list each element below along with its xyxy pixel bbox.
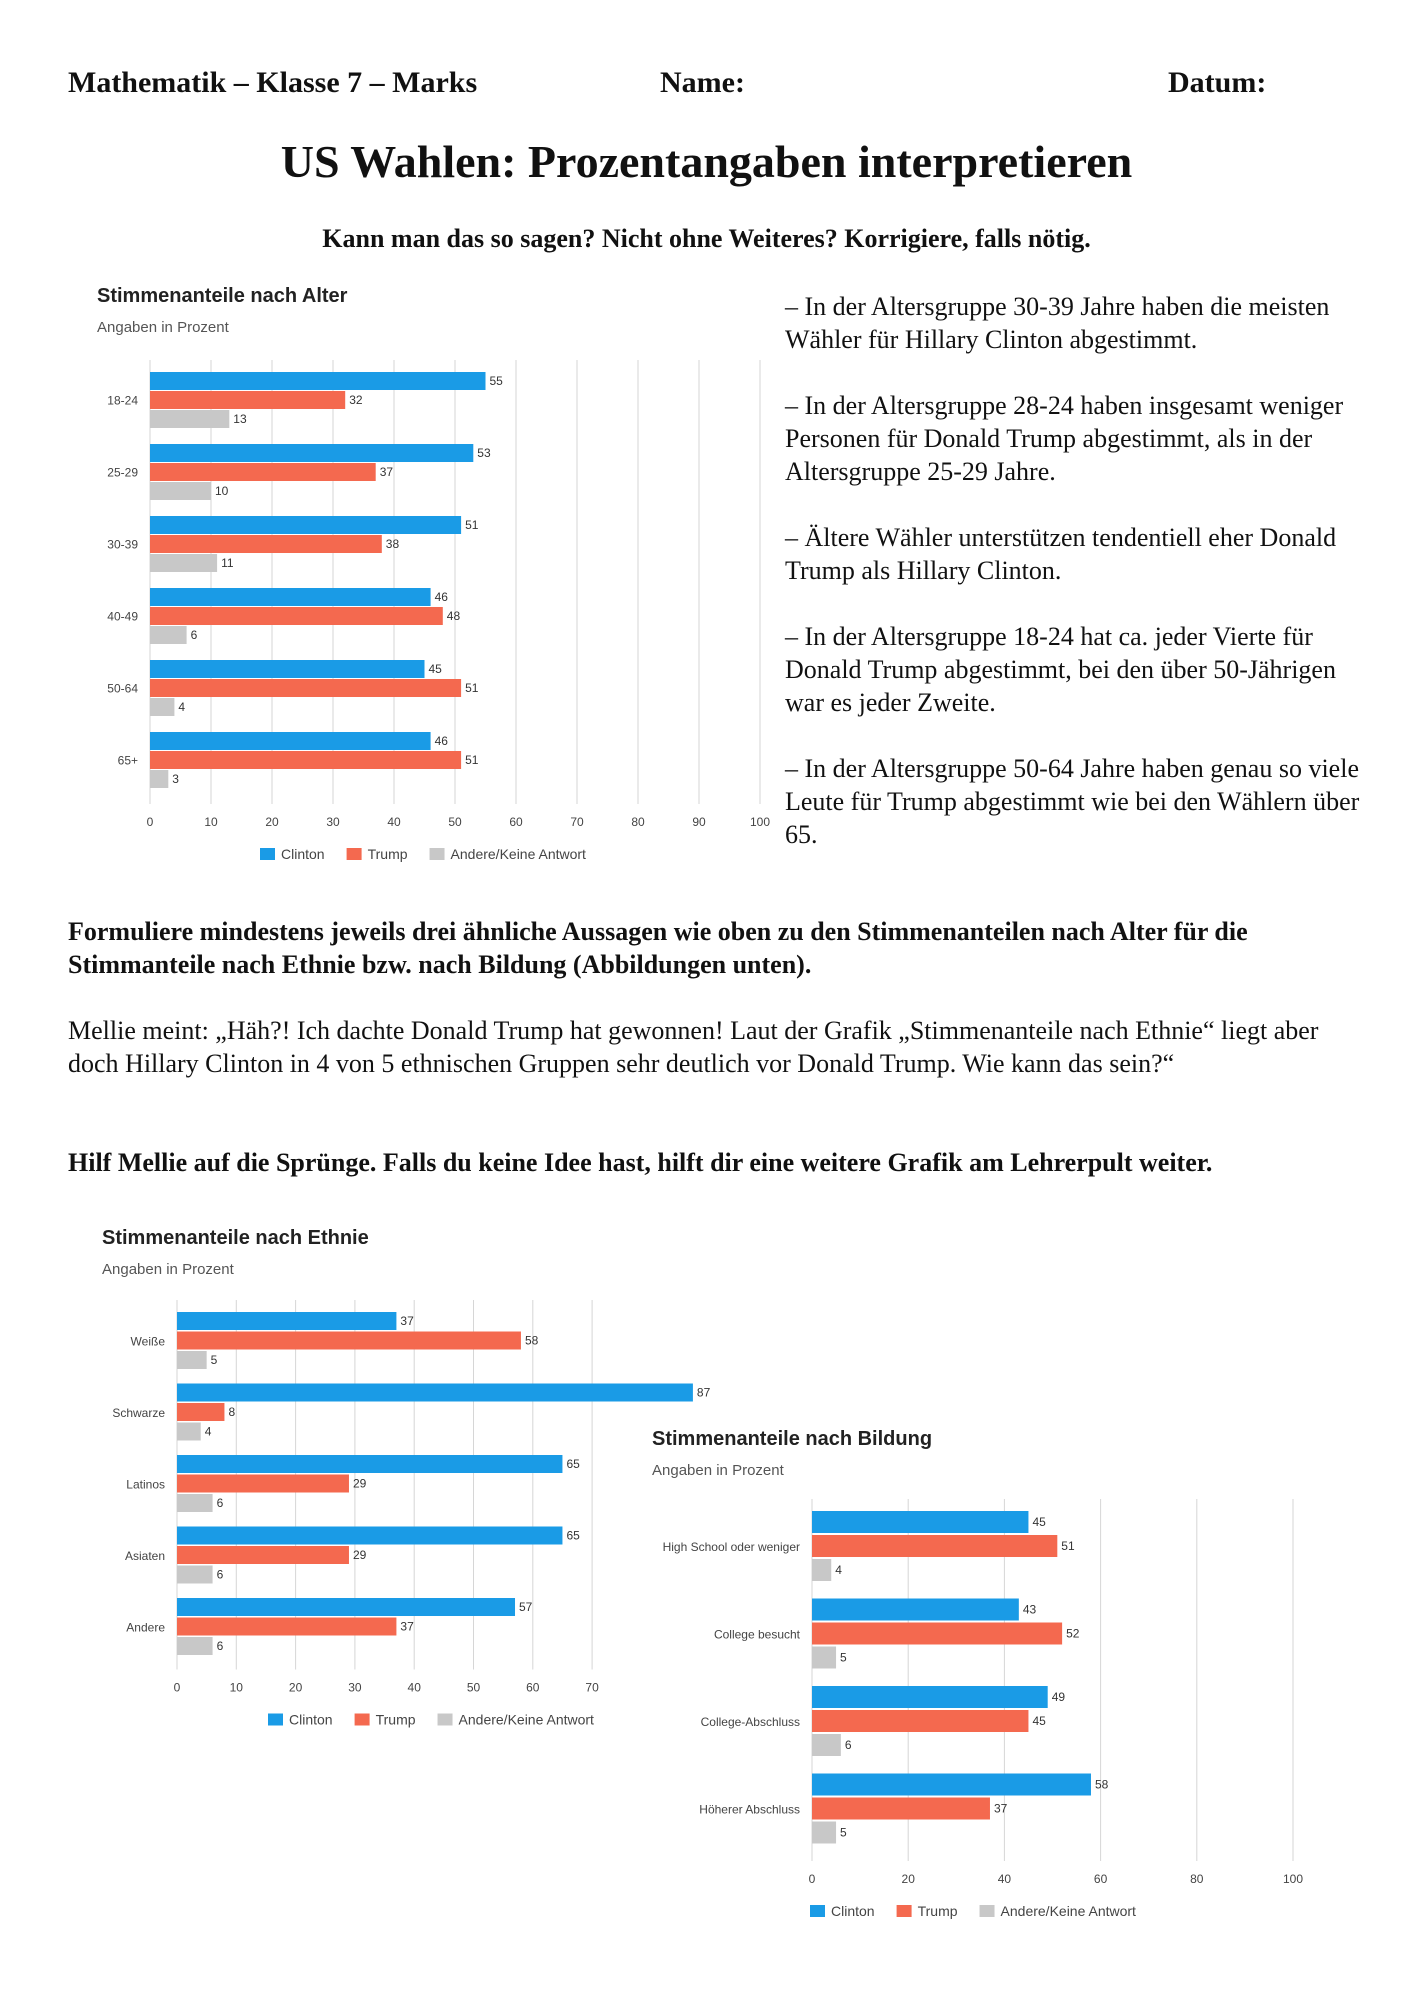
bar-clinton <box>177 1455 562 1473</box>
data-label: 65 <box>566 1528 580 1543</box>
bar-clinton <box>177 1384 693 1402</box>
data-label: 6 <box>216 1639 224 1653</box>
data-label: 87 <box>696 1385 711 1400</box>
date-label: Datum: <box>1168 66 1267 99</box>
x-tick-label: 70 <box>585 1680 599 1695</box>
x-tick-label: 40 <box>407 1680 421 1695</box>
category-label: 65+ <box>117 753 138 768</box>
worksheet-header <box>68 66 1308 106</box>
bar-other <box>177 1351 207 1369</box>
course-label: Mathematik – Klasse 7 – Marks <box>68 66 478 99</box>
bar-clinton <box>812 1511 1028 1533</box>
bar-other <box>812 1559 831 1581</box>
bar-other <box>177 1423 201 1441</box>
legend-label: Clinton <box>289 1711 333 1728</box>
x-tick-label: 0 <box>146 815 154 829</box>
x-tick-label: 100 <box>749 815 771 829</box>
data-label: 6 <box>190 628 198 642</box>
data-label: 46 <box>434 590 448 604</box>
data-label: 3 <box>172 772 179 786</box>
x-tick-label: 50 <box>448 815 462 829</box>
chart-title: Stimmenanteile nach Bildung <box>652 1428 933 1450</box>
bar-trump <box>177 1332 521 1350</box>
page-subtitle: Kann man das so sagen? Nicht ohne Weiteres? Korrigiere, falls nötig. <box>322 224 1091 253</box>
data-label: 13 <box>233 412 247 426</box>
x-tick-label: 40 <box>997 1872 1012 1886</box>
x-tick-label: 20 <box>288 1680 303 1695</box>
chart-title: Stimmenanteile nach Ethnie <box>102 1227 369 1249</box>
x-tick-label: 0 <box>173 1680 181 1695</box>
bar-clinton <box>177 1312 396 1330</box>
bar-clinton <box>177 1598 515 1616</box>
data-label: 37 <box>400 1619 414 1634</box>
legend-label: Clinton <box>281 846 325 862</box>
x-tick-label: 50 <box>466 1680 481 1695</box>
task-2: Hilf Mellie auf die Sprünge. Falls du keine Idee hast, hilft dir eine weitere Grafik am Lehrerpult weiter. <box>68 1148 1213 1177</box>
bar-trump <box>177 1403 224 1421</box>
bar-trump <box>150 463 376 481</box>
category-label: Latinos <box>126 1477 165 1492</box>
data-label: 51 <box>465 681 479 695</box>
data-label: 6 <box>844 1738 852 1752</box>
legend-swatch-clinton <box>810 1905 825 1917</box>
data-label: 10 <box>215 484 229 498</box>
legend-swatch-clinton <box>268 1714 283 1726</box>
legend-label: Andere/Keine Antwort <box>1000 1903 1136 1919</box>
data-label: 5 <box>840 1650 847 1665</box>
x-tick-label: 30 <box>348 1680 362 1695</box>
bar-trump <box>150 535 382 553</box>
statement-3: – Ältere Wähler unterstützen tendentiell eher Donald Trump als Hillary Clinton. <box>785 523 1337 585</box>
x-tick-label: 100 <box>1282 1872 1304 1886</box>
chart-subtitle: Angaben in Prozent <box>102 1261 234 1278</box>
bar-clinton <box>812 1599 1019 1621</box>
x-tick-label: 30 <box>326 815 340 829</box>
data-label: 51 <box>465 753 479 767</box>
bar-trump <box>812 1623 1062 1645</box>
chart-ethnicity <box>95 1222 711 1737</box>
category-label: College-Abschluss <box>700 1715 800 1729</box>
bar-clinton <box>150 588 431 606</box>
x-tick-label: 20 <box>265 815 279 829</box>
category-label: 30-39 <box>107 537 138 552</box>
bar-other <box>177 1566 213 1584</box>
data-label: 58 <box>1094 1777 1109 1792</box>
bar-other <box>150 410 229 428</box>
data-label: 43 <box>1022 1602 1037 1617</box>
data-label: 6 <box>216 1496 224 1510</box>
bar-trump <box>812 1798 990 1820</box>
data-label: 38 <box>385 537 400 551</box>
x-tick-label: 90 <box>692 815 706 829</box>
page-title: US Wahlen: Prozentangaben interpretieren <box>280 136 1133 187</box>
legend-swatch-other <box>430 848 445 860</box>
category-label: 40-49 <box>107 609 138 624</box>
legend-label: Trump <box>917 1903 958 1919</box>
bar-other <box>812 1822 836 1844</box>
data-label: 37 <box>400 1314 414 1328</box>
chart-title: Stimmenanteile nach Alter <box>97 285 348 307</box>
x-tick-label: 10 <box>229 1680 243 1695</box>
category-label: High School oder weniger <box>662 1540 800 1554</box>
statement-list <box>785 290 1360 884</box>
legend-swatch-clinton <box>260 848 275 860</box>
bar-other <box>150 698 174 716</box>
x-tick-label: 60 <box>1093 1872 1108 1886</box>
legend-swatch-trump <box>355 1714 370 1726</box>
bar-other <box>177 1637 213 1655</box>
data-label: 45 <box>1032 1515 1046 1529</box>
category-label: 18-24 <box>107 393 138 408</box>
bar-clinton <box>812 1686 1048 1708</box>
legend-label: Trump <box>367 846 408 862</box>
data-label: 52 <box>1066 1626 1080 1641</box>
bar-trump <box>812 1535 1057 1557</box>
bar-trump <box>177 1475 349 1493</box>
data-label: 5 <box>210 1353 218 1367</box>
legend-label: Clinton <box>831 1903 875 1919</box>
bar-other <box>812 1647 836 1669</box>
chart-age <box>90 280 780 870</box>
x-tick-label: 60 <box>526 1680 540 1695</box>
data-label: 29 <box>352 1548 367 1562</box>
chart-subtitle: Angaben in Prozent <box>97 319 229 336</box>
bar-trump <box>812 1710 1028 1732</box>
task-1: Formuliere mindestens jeweils drei ähnliche Aussagen wie oben zu den Stimmenanteilen nach Alter für die Stimmanteile nach Ethnie bzw. nach Bildung (Abbildungen unten). <box>68 917 1248 979</box>
data-label: 6 <box>216 1567 224 1582</box>
statement-1: – In der Altersgruppe 30-39 Jahre haben die meisten Wähler für Hillary Clinton abgestimmt. <box>785 292 1330 354</box>
category-label: Asiaten <box>124 1548 165 1563</box>
data-label: 49 <box>1051 1690 1066 1704</box>
data-label: 57 <box>519 1600 533 1614</box>
category-label: 25-29 <box>107 465 138 480</box>
bar-other <box>150 770 168 788</box>
data-label: 48 <box>446 609 461 623</box>
category-label: Weiße <box>130 1334 165 1349</box>
legend-label: Trump <box>375 1711 416 1728</box>
data-label: 55 <box>489 374 503 388</box>
x-tick-label: 70 <box>570 815 584 829</box>
legend-swatch-other <box>438 1714 453 1726</box>
data-label: 29 <box>352 1476 367 1491</box>
data-label: 37 <box>993 1801 1008 1816</box>
bar-clinton <box>150 660 425 678</box>
bar-clinton <box>150 516 461 534</box>
data-label: 11 <box>221 556 234 570</box>
category-label: 50-64 <box>107 681 138 696</box>
bar-trump <box>177 1618 396 1636</box>
bar-trump <box>150 751 461 769</box>
data-label: 5 <box>840 1825 847 1840</box>
bar-other <box>150 482 211 500</box>
x-tick-label: 20 <box>901 1872 915 1886</box>
bar-other <box>812 1734 841 1756</box>
data-label: 53 <box>477 446 491 460</box>
legend-label: Andere/Keine Antwort <box>458 1711 594 1728</box>
data-label: 58 <box>524 1333 539 1348</box>
bar-clinton <box>150 444 473 462</box>
bar-clinton <box>812 1774 1091 1796</box>
data-label: 65 <box>566 1457 580 1471</box>
statement-5: – In der Altersgruppe 50-64 Jahre haben genau so viele Leute für Trump abgestimmt wie bei den Wählern über 65. <box>785 754 1360 849</box>
bar-other <box>150 554 217 572</box>
x-tick-label: 80 <box>1190 1872 1204 1886</box>
legend-label: Andere/Keine Antwort <box>450 846 586 862</box>
category-label: Höherer Abschluss <box>699 1802 800 1817</box>
data-label: 4 <box>204 1424 212 1439</box>
data-label: 32 <box>349 393 363 407</box>
data-label: 4 <box>178 700 186 714</box>
bar-clinton <box>150 732 431 750</box>
chart-subtitle: Angaben in Prozent <box>652 1462 784 1479</box>
x-tick-label: 0 <box>808 1872 816 1886</box>
chart-education <box>645 1423 1335 1933</box>
name-label: Name: <box>660 66 745 99</box>
data-label: 45 <box>1032 1714 1046 1728</box>
data-label: 51 <box>465 518 479 532</box>
data-label: 4 <box>835 1563 842 1577</box>
data-label: 46 <box>434 734 448 748</box>
legend-swatch-other <box>980 1905 995 1917</box>
legend-swatch-trump <box>347 848 362 860</box>
x-tick-label: 10 <box>204 815 218 829</box>
data-label: 8 <box>228 1405 236 1419</box>
bar-trump <box>150 679 461 697</box>
bar-other <box>150 626 187 644</box>
bar-trump <box>177 1546 349 1564</box>
statement-4: – In der Altersgruppe 18-24 hat ca. jeder Vierte für Donald Trump abgestimmt, bei den über 50-Jährigen war es jeder Zweite. <box>785 622 1336 717</box>
mellie-quote: Mellie meint: „Häh?! Ich dachte Donald Trump hat gewonnen! Laut der Grafik „Stimmenanteile nach Ethnie“ liegt aber doch Hillary Clinton in 4 von 5 ethnischen Gruppen sehr deutlich vor Donald Trump. Wie kann das sein?“ <box>68 1016 1319 1078</box>
bar-clinton <box>150 372 486 390</box>
x-tick-label: 80 <box>631 815 645 829</box>
data-label: 51 <box>1061 1539 1075 1553</box>
bar-clinton <box>177 1527 562 1545</box>
bar-trump <box>150 391 345 409</box>
x-tick-label: 40 <box>387 815 401 829</box>
legend-swatch-trump <box>897 1905 912 1917</box>
bar-trump <box>150 607 443 625</box>
x-tick-label: 60 <box>509 815 523 829</box>
category-label: Andere <box>126 1620 165 1635</box>
bar-other <box>177 1494 213 1512</box>
data-label: 45 <box>428 662 442 676</box>
data-label: 37 <box>379 465 394 479</box>
category-label: College besucht <box>713 1627 800 1642</box>
category-label: Schwarze <box>112 1405 165 1420</box>
statement-2: – In der Altersgruppe 28-24 haben insgesamt weniger Personen für Donald Trump abgestimmt, als in der Altersgruppe 25-29 Jahre. <box>785 391 1344 486</box>
